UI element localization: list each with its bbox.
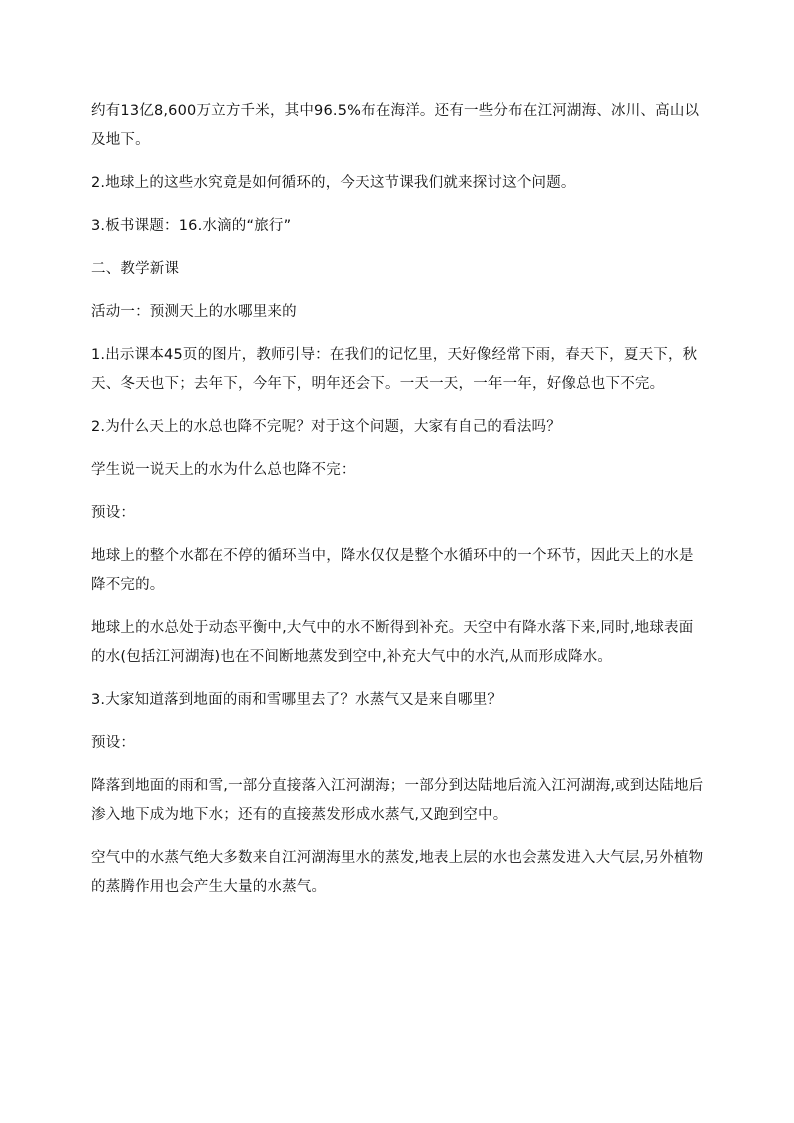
paragraph-textbook-picture: 1.出示课本45页的图片，教师引导：在我们的记忆里，天好像经常下雨，春天下，夏天下，秋天、冬天也下；去年下，今年下，明年还会下。一天一天，一年一年，好像总也下不完。 — [91, 347, 698, 392]
paragraph-lesson-title: 3.板书课题：16.水滴的“旅行” — [91, 218, 292, 234]
paragraph-water-distribution: 约有13亿8,600万立方千米，其中96.5%布在海洋。还有一些分布在江河湖海、冰川、高山以及地下。 — [91, 103, 700, 148]
paragraph-preset-label-2: 预设： — [91, 735, 136, 751]
paragraph-intro-question: 2.地球上的这些水究竟是如何循环的，今天这节课我们就来探讨这个问题。 — [91, 175, 576, 191]
paragraph-rain-snow-question: 3.大家知道落到地面的雨和雪哪里去了？水蒸气又是来自哪里？ — [91, 692, 503, 708]
paragraph-student-discussion: 学生说一说天上的水为什么总也降不完： — [91, 462, 356, 478]
paragraph-cycle-answer: 地球上的整个水都在不停的循环当中，降水仅仅是整个水循环中的一个环节，因此天上的水是降不完的。 — [91, 548, 694, 593]
activity-heading: 活动一：预测天上的水哪里来的 — [91, 304, 297, 320]
paragraph-why-question: 2.为什么天上的水总也降不完呢？对于这个问题，大家有自己的看法吗？ — [91, 419, 561, 435]
paragraph-preset-label-1: 预设： — [91, 505, 136, 521]
paragraph-rain-snow-answer: 降落到地面的雨和雪,一部分直接落入江河湖海；一部分到达陆地后流入江河湖海,或到达陆地后渗入地下成为地下水；还有的直接蒸发形成水蒸气,又跑到空中。 — [91, 778, 704, 823]
section-heading-new-lesson: 二、教学新课 — [91, 261, 180, 277]
paragraph-vapor-source-answer: 空气中的水蒸气绝大多数来自江河湖海里水的蒸发,地表上层的水也会蒸发进入大气层,另外植物的蒸腾作用也会产生大量的水蒸气。 — [91, 850, 704, 895]
paragraph-balance-answer: 地球上的水总处于动态平衡中,大气中的水不断得到补充。天空中有降水落下来,同时,地球表面的水(包括江河湖海)也在不间断地蒸发到空中,补充大气中的水汽,从而形成降水。 — [91, 620, 694, 665]
document-body — [91, 97, 707, 916]
